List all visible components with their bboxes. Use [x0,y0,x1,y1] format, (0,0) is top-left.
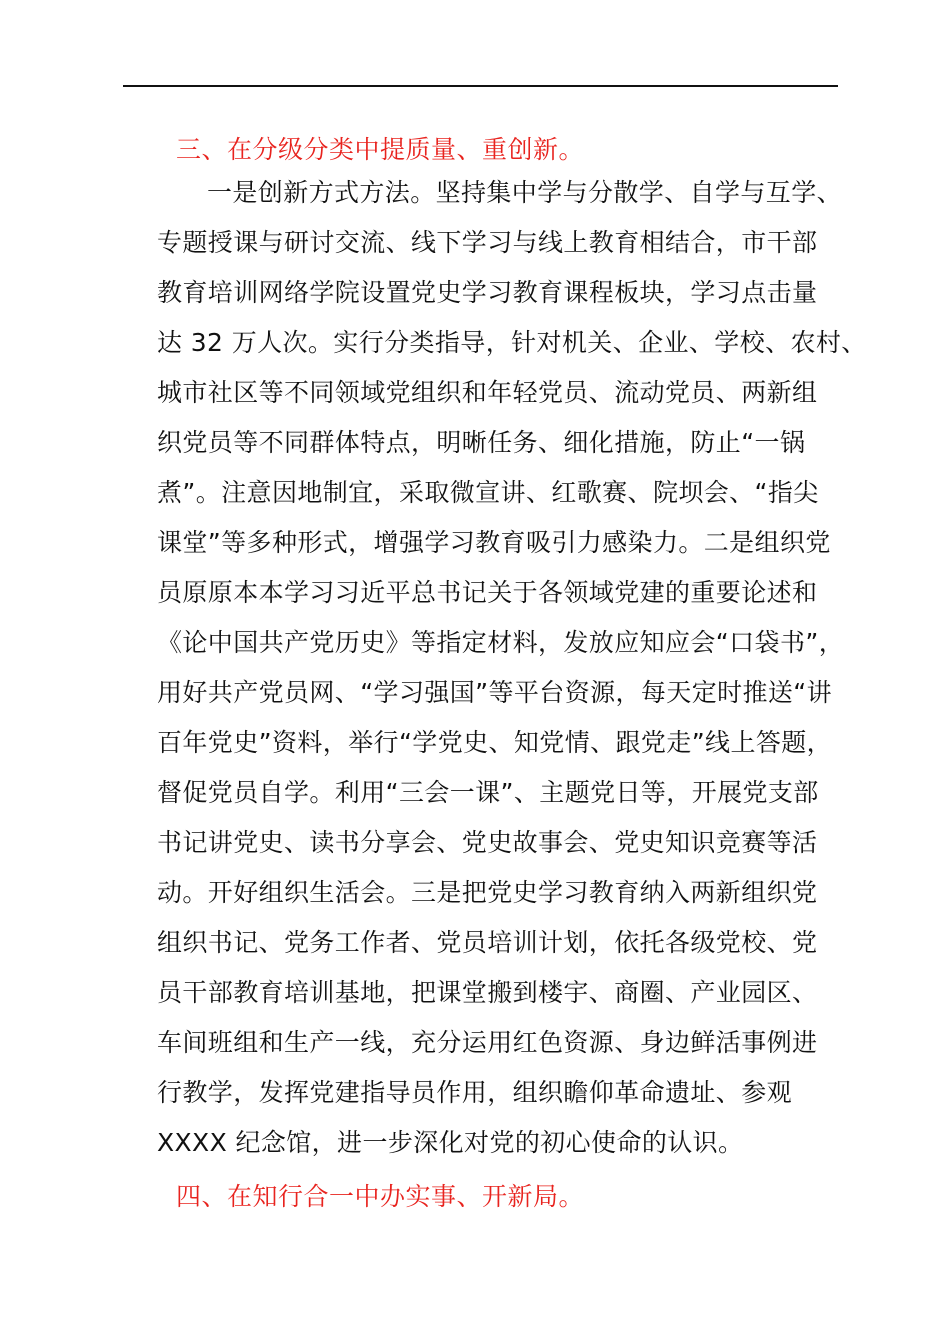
paragraph-line: 行教学，发挥党建指导员作用，组织瞻仰革命遗址、参观 [157,1078,793,1107]
section-heading-3: 三、在分级分类中提质量、重创新。 [176,135,585,164]
header-rule [123,85,838,87]
section-heading-4: 四、在知行合一中办实事、开新局。 [176,1182,585,1211]
paragraph-line: 煮”。注意因地制宜，采取微宣讲、红歌赛、院坝会、“指尖 [157,478,819,507]
paragraph-line: 督促党员自学。利用“三会一课”、主题党日等，开展党支部 [157,778,819,807]
paragraph-line: 课堂”等多种形式，增强学习教育吸引力感染力。二是组织党 [157,528,831,557]
paragraph-line: 《论中国共产党历史》等指定材料，发放应知应会“口袋书”， [157,628,845,657]
paragraph-line: 百年党史”资料，举行“学党史、知党情、跟党走”线上答题， [157,728,833,757]
paragraph-line: 员干部教育培训基地，把课堂搬到楼宇、商圈、产业园区、 [157,978,818,1007]
paragraph-line: 书记讲党史、读书分享会、党史故事会、党史知识竞赛等活 [157,828,818,857]
paragraph-line: 织党员等不同群体特点，明晰任务、细化措施，防止“一锅 [157,428,806,457]
paragraph-line: 达 32 万人次。实行分类指导，针对机关、企业、学校、农村、 [157,328,867,357]
paragraph-line: 教育培训网络学院设置党史学习教育课程板块，学习点击量 [157,278,818,307]
paragraph-line: 车间班组和生产一线，充分运用红色资源、身边鲜活事例进 [157,1028,818,1057]
paragraph-line: 专题授课与研讨交流、线下学习与线上教育相结合，市干部 [157,228,818,257]
paragraph-line: 一是创新方式方法。坚持集中学与分散学、自学与互学、 [207,178,843,207]
body-paragraph [157,168,867,1168]
paragraph-line: 动。开好组织生活会。三是把党史学习教育纳入两新组织党 [157,878,818,907]
paragraph-line: 用好共产党员网、“学习强国”等平台资源，每天定时推送“讲 [157,678,833,707]
paragraph-line: 城市社区等不同领域党组织和年轻党员、流动党员、两新组 [157,378,818,407]
paragraph-line: 组织书记、党务工作者、党员培训计划，依托各级党校、党 [157,928,818,957]
paragraph-line: 员原原本本学习习近平总书记关于各领域党建的重要论述和 [157,578,818,607]
paragraph-line: XXXX 纪念馆，进一步深化对党的初心使命的认识。 [157,1128,744,1157]
